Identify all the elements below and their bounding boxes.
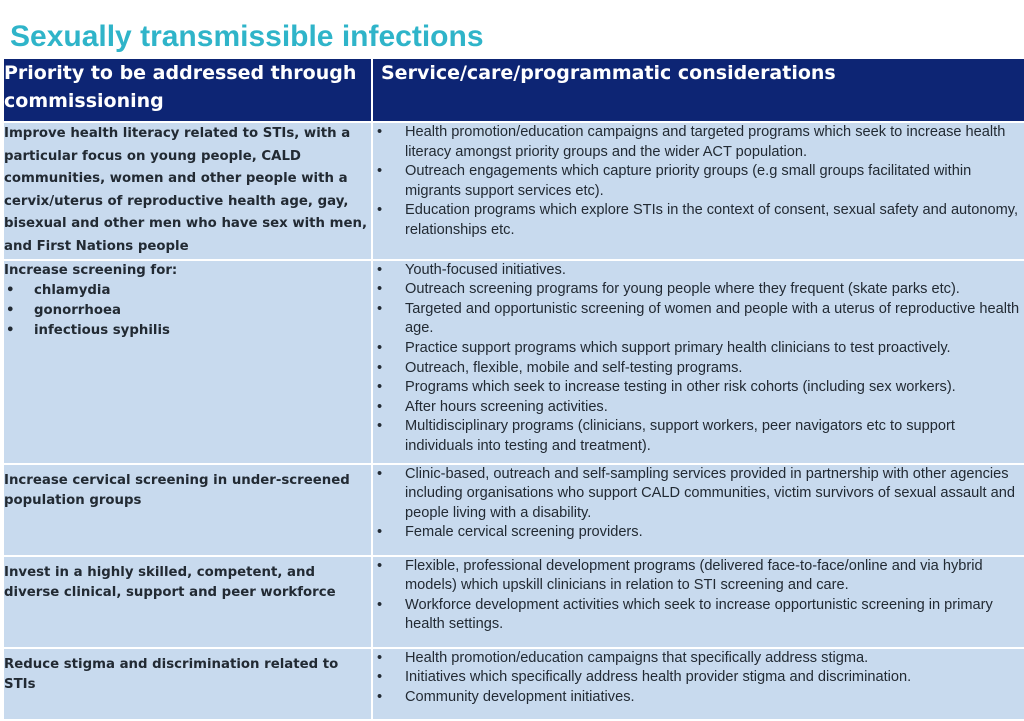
list-item-text: Female cervical screening providers.	[405, 524, 643, 541]
list-item	[373, 378, 1024, 398]
list-item-text: Outreach, flexible, mobile and self-testing programs.	[405, 359, 743, 376]
priority-text: Reduce stigma and discrimination related to STIs	[4, 656, 339, 692]
bullet-icon: •	[6, 302, 15, 318]
table-row	[3, 556, 1024, 648]
table-row	[3, 260, 1024, 464]
bullet-icon: •	[377, 281, 383, 298]
table-header-row	[3, 58, 1024, 122]
list-item	[4, 281, 371, 301]
list-item	[373, 417, 1024, 456]
bullet-icon: •	[377, 465, 383, 482]
bullet-icon: •	[377, 202, 383, 219]
list-item-text: Workforce development activities which seek to increase opportunistic screening in primary health settings.	[405, 596, 993, 633]
bullet-icon: •	[377, 359, 383, 376]
priority-text: Improve health literacy related to STIs, with a particular focus on young people, CALD communities, women and other people with a cervix/uterus of reproductive health age, gay, bisexual and other men who have sex with men, and First Nations people	[4, 126, 368, 254]
list-item-text: Programs which seek to increase testing in other risk cohorts (including sex workers).	[405, 379, 956, 396]
list-item-text: chlamydia	[34, 282, 111, 298]
list-item-text: Multidisciplinary programs (clinicians, support workers, peer navigators etc to support individuals into testing and treatment).	[405, 418, 955, 454]
priority-sublist	[4, 281, 371, 341]
list-item	[373, 280, 1024, 300]
service-cell	[372, 122, 1024, 260]
bullet-icon: •	[377, 557, 383, 574]
list-item	[373, 201, 1024, 240]
service-list	[373, 557, 1024, 635]
list-item-text: Initiatives which specifically address health provider stigma and discrimination.	[405, 669, 912, 686]
list-item	[373, 557, 1024, 596]
service-list	[373, 123, 1024, 241]
list-item-text: Health promotion/education campaigns and targeted programs which seek to increase health literacy amongst priority groups and the wider ACT population.	[405, 124, 1006, 160]
list-item	[373, 649, 1024, 669]
priority-cell	[3, 464, 372, 556]
bullet-icon: •	[377, 596, 383, 613]
list-item	[373, 596, 1024, 635]
list-item	[373, 339, 1024, 359]
list-item-text: Education programs which explore STIs in the context of consent, sexual safety and autonomy, relationships etc.	[405, 202, 1019, 238]
bullet-icon: •	[377, 379, 383, 396]
column-header-service: Service/care/programmatic considerations	[372, 58, 1024, 122]
list-item	[373, 123, 1024, 162]
table-row	[3, 122, 1024, 260]
list-item-text: Community development initiatives.	[405, 688, 635, 705]
service-cell	[372, 260, 1024, 464]
list-item-text: gonorrhoea	[34, 302, 121, 318]
bullet-icon: •	[377, 398, 383, 415]
bullet-icon: •	[377, 669, 383, 686]
priority-text: Increase cervical screening in under-screened population groups	[4, 472, 350, 508]
bullet-icon: •	[377, 261, 383, 278]
list-item	[373, 162, 1024, 201]
bullet-icon: •	[377, 300, 383, 317]
bullet-icon: •	[6, 282, 15, 298]
bullet-icon: •	[377, 124, 383, 140]
table-row	[3, 464, 1024, 556]
list-item	[373, 668, 1024, 688]
priorities-table	[2, 57, 1024, 721]
priority-text: Increase screening for:	[4, 262, 178, 278]
list-item	[4, 301, 371, 321]
list-item-text: Flexible, professional development programs (delivered face-to-face/online and via hybrid models) which upskill clinicians in relation to STI screening and care.	[405, 557, 983, 594]
priority-text: Invest in a highly skilled, competent, and diverse clinical, support and peer workforce	[4, 564, 336, 600]
bullet-icon: •	[377, 649, 383, 666]
list-item	[4, 321, 371, 341]
bullet-icon: •	[377, 339, 383, 356]
service-cell	[372, 464, 1024, 556]
bullet-icon: •	[377, 418, 383, 435]
list-item-text: Practice support programs which support primary health clinicians to test proactively.	[405, 339, 951, 356]
service-cell	[372, 556, 1024, 648]
list-item-text: Clinic-based, outreach and self-sampling services provided in partnership with other agencies including organisations who support CALD communities, victim survivors of sexual assault and people living with a disability.	[405, 465, 1015, 521]
list-item	[373, 359, 1024, 379]
list-item-text: infectious syphilis	[34, 322, 170, 338]
list-item	[373, 465, 1024, 524]
list-item-text: Health promotion/education campaigns that specifically address stigma.	[405, 649, 869, 666]
list-item	[373, 688, 1024, 708]
list-item	[373, 398, 1024, 418]
list-item	[373, 261, 1024, 281]
list-item-text: Outreach screening programs for young people where they frequent (skate parks etc).	[405, 281, 960, 298]
bullet-icon: •	[377, 524, 383, 541]
bullet-icon: •	[377, 163, 383, 180]
bullet-icon: •	[377, 688, 383, 705]
list-item-text: Youth-focused initiatives.	[405, 261, 566, 278]
list-item-text: Outreach engagements which capture priority groups (e.g small groups facilitated within migrants support services etc).	[405, 163, 972, 199]
bullet-icon: •	[6, 322, 15, 338]
column-header-priority: Priority to be addressed through commissioning	[3, 58, 372, 122]
list-item-text: After hours screening activities.	[405, 398, 608, 415]
priority-cell	[3, 122, 372, 260]
list-item	[373, 300, 1024, 339]
service-list	[373, 649, 1024, 708]
priority-cell	[3, 260, 372, 464]
list-item-text: Targeted and opportunistic screening of women and people with a uterus of reproductive health age.	[405, 300, 1020, 337]
service-list	[373, 465, 1024, 543]
list-item	[373, 523, 1024, 543]
service-list	[373, 261, 1024, 457]
priority-cell	[3, 556, 372, 648]
page-title: Sexually transmissible infections	[10, 20, 484, 53]
